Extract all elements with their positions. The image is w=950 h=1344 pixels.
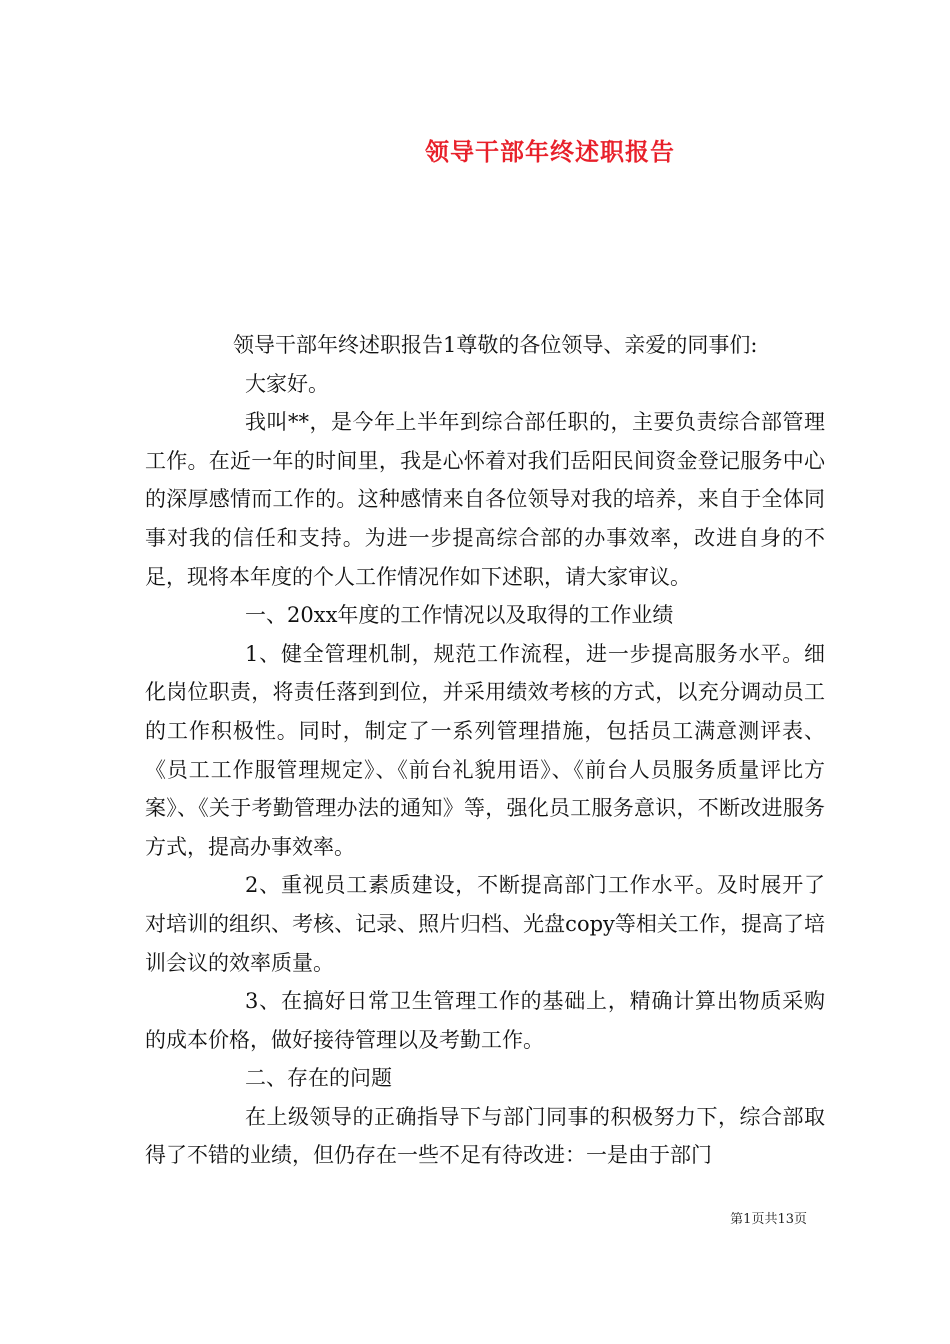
section-heading-achievements: 一、20xx年度的工作情况以及取得的工作业绩 xyxy=(245,603,674,628)
paragraph-greeting: 大家好。 xyxy=(245,371,329,396)
paragraph-item-2: 2、重视员工素质建设，不断提高部门工作水平。及时展开了对培训的组织、考核、记录、照片归档、光盘copy等相关工作，提高了培训会议的效率质量。 xyxy=(145,873,825,975)
page-number-footer: 第1页共13页 xyxy=(730,1212,807,1227)
paragraph-item-3: 3、在搞好日常卫生管理工作的基础上，精确计算出物质采购的成本价格，做好接待管理以及考勤工作。 xyxy=(145,989,825,1052)
paragraph-problems: 在上级领导的正确指导下与部门同事的积极努力下，综合部取得了不错的业绩，但仍存在一些不足有待改进：一是由于部门 xyxy=(145,1104,825,1168)
paragraph-salutation: 领导干部年终述职报告1尊敬的各位领导、亲爱的同事们: xyxy=(233,333,758,357)
paragraph-item-1: 1、健全管理机制，规范工作流程，进一步提高服务水平。细化岗位职责，将责任落到到位，并采用绩效考核的方式，以充分调动员工的工作积极性。同时，制定了一系列管理措施，包括员工满意测评表、《员工工作服管理规定》、《前台礼貌用语》、《前台人员服务质量评比方案》、《关于考勤管理办法的通知》等，强化员工服务意识，不断改进服务方式，提高办事效率。 xyxy=(145,641,825,859)
document-title: 领导干部年终述职报告 xyxy=(425,137,675,166)
section-heading-problems: 二、存在的问题 xyxy=(245,1066,392,1091)
paragraph-intro: 我叫**，是今年上半年到综合部任职的，主要负责综合部管理工作。在近一年的时间里，我是心怀着对我们岳阳民间资金登记服务中心的深厚感情而工作的。这种感情来自各位领导对我的培养，来自于全体同事对我的信任和支持。为进一步提高综合部的办事效率，改进自身的不足，现将本年度的个人工作情况作如下述职，请大家审议。 xyxy=(145,410,825,589)
document-body xyxy=(145,326,825,1175)
